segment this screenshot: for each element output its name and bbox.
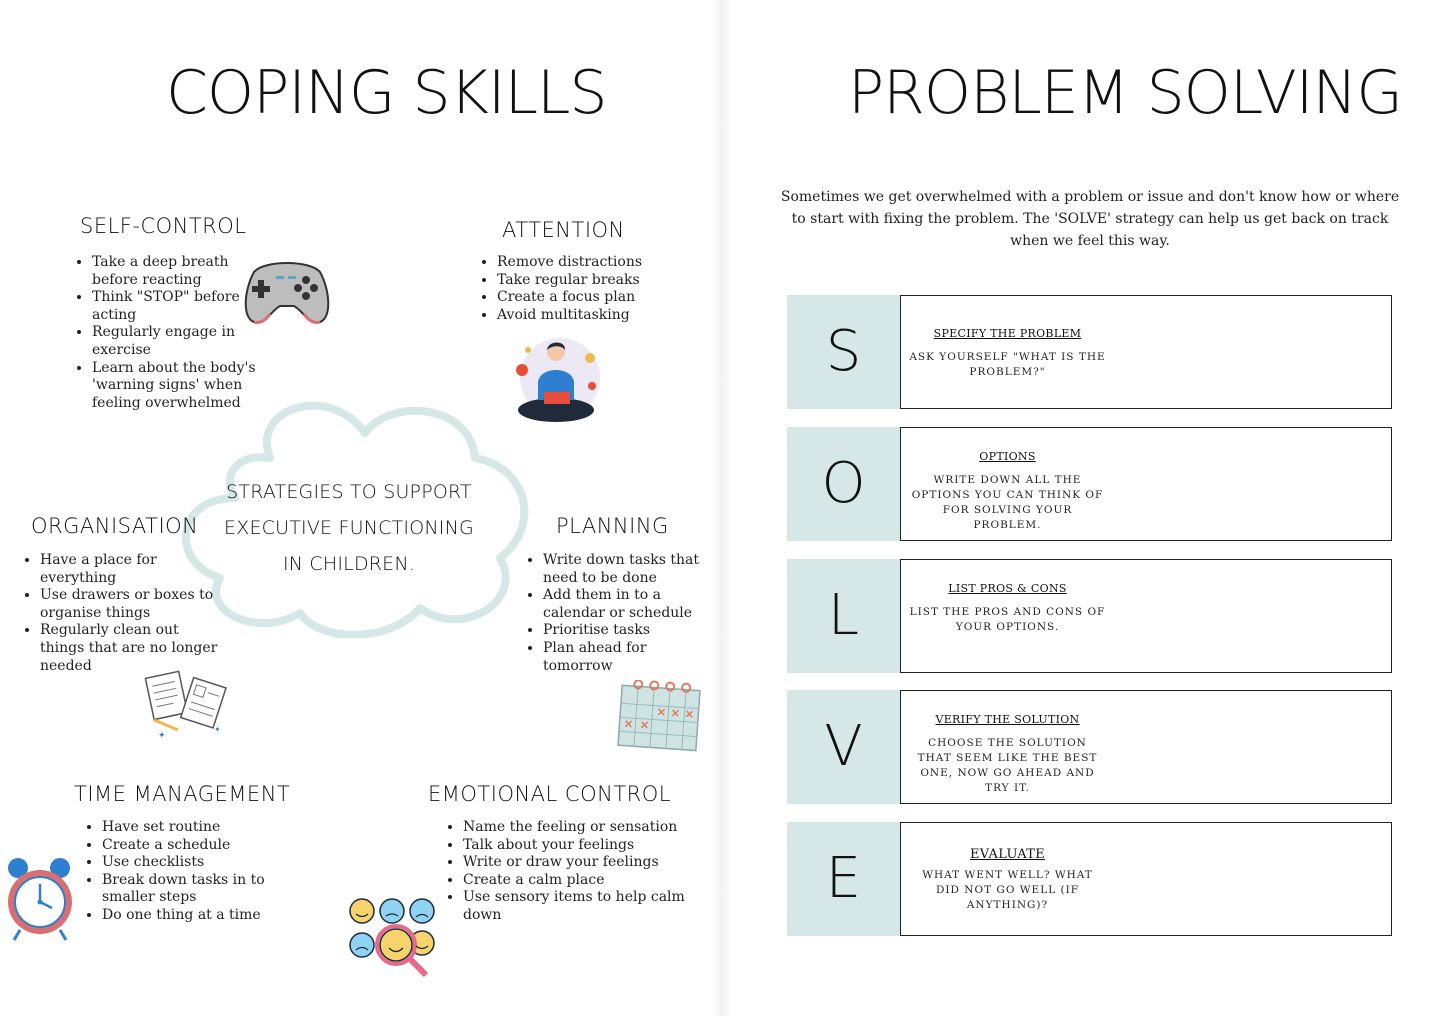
list-item: • Prioritise tasks — [543, 622, 711, 640]
solve-letter: L — [827, 583, 860, 648]
list-item: • Use checklists — [102, 854, 277, 872]
list-item: • Write down tasks that need to be done — [543, 552, 711, 587]
step-text: CHOOSE THE SOLUTION THAT SEEM LIKE THE BEST ONE, NOW GO AHEAD AND TRY IT. — [917, 737, 1098, 794]
list-item: • Do one thing at a time — [102, 907, 277, 925]
step-title: EVALUATE — [969, 847, 1046, 862]
step-description — [900, 559, 1115, 673]
emotional-control-list — [443, 819, 688, 925]
step-description — [900, 295, 1115, 409]
time-management-list — [82, 819, 277, 925]
solve-row-e — [787, 822, 1393, 936]
emotion-faces-icon — [346, 895, 438, 985]
step-description — [900, 822, 1115, 936]
response-box[interactable] — [1113, 559, 1392, 673]
emotional-control-heading: EMOTIONAL CONTROL — [428, 782, 671, 806]
list-item: • Take regular breaks — [497, 272, 697, 290]
list-item: • Add them in to a calendar or schedule — [543, 587, 711, 622]
response-box[interactable] — [1113, 690, 1392, 804]
list-item: • Break down tasks in to smaller steps — [102, 872, 277, 907]
list-item: • Create a schedule — [102, 837, 277, 855]
solve-row-l — [787, 559, 1393, 673]
page-title: COPING SKILLS — [166, 58, 607, 128]
organisation-list — [20, 552, 225, 675]
planning-heading: PLANNING — [556, 514, 669, 538]
calendar-icon — [614, 680, 706, 756]
list-item: • Learn about the body's 'warning signs' when feeling overwhelmed — [92, 360, 262, 413]
page-gutter — [712, 0, 732, 1016]
intro-paragraph: Sometimes we get overwhelmed with a problem or issue and don't know how or where to start with fixing the problem. The 'SOLVE' strategy can help us get back on track when we feel this way. — [780, 189, 1400, 249]
list-item: • Create a focus plan — [497, 289, 697, 307]
list-item: • Have set routine — [102, 819, 277, 837]
step-title: SPECIFY THE PROBLEM — [933, 327, 1082, 340]
attention-list — [477, 254, 697, 324]
list-item: • Use sensory items to help calm down — [463, 889, 688, 924]
solve-letter: V — [824, 714, 863, 779]
cloud-text: STRATEGIES TO SUPPORT EXECUTIVE FUNCTIONING IN CHILDREN. — [224, 481, 474, 575]
documents-icon — [144, 668, 234, 740]
step-title: LIST PROS & CONS — [948, 582, 1067, 595]
step-description — [900, 690, 1115, 804]
list-item: • Use drawers or boxes to organise things — [40, 587, 225, 622]
solve-letter: O — [821, 451, 866, 516]
step-text: WHAT WENT WELL? WHAT DID NOT GO WELL (IF ANYTHING)? — [922, 869, 1093, 911]
step-title: VERIFY THE SOLUTION — [935, 713, 1080, 726]
list-item: • Create a calm place — [463, 872, 688, 890]
planning-list — [523, 552, 711, 675]
step-description — [900, 427, 1115, 541]
solve-row-s — [787, 295, 1393, 409]
solve-letter: E — [825, 846, 862, 911]
coping-skills-page — [0, 0, 722, 1016]
organisation-heading: ORGANISATION — [31, 514, 199, 538]
self-control-heading: SELF-CONTROL — [80, 214, 247, 238]
list-item: • Talk about your feelings — [463, 837, 688, 855]
solve-row-o — [787, 427, 1393, 541]
step-text: WRITE DOWN ALL THE OPTIONS YOU CAN THINK OF FOR SOLVING YOUR PROBLEM. — [911, 474, 1104, 531]
response-box[interactable] — [1113, 822, 1392, 936]
list-item: • Regularly clean out things that are no longer needed — [40, 622, 225, 675]
problem-solving-title: PROBLEM SOLVING — [848, 58, 1402, 128]
game-controller-icon — [242, 252, 332, 328]
list-item: • Take a deep breath before reacting — [92, 254, 262, 289]
list-item: • Regularly engage in exercise — [92, 324, 262, 359]
time-management-heading: TIME MANAGEMENT — [74, 782, 291, 806]
list-item: • Have a place for everything — [40, 552, 225, 587]
step-text: ASK YOURSELF "WHAT IS THE PROBLEM?" — [909, 351, 1106, 378]
solve-row-v — [787, 690, 1393, 804]
list-item: • Write or draw your feelings — [463, 854, 688, 872]
response-box[interactable] — [1113, 427, 1392, 541]
self-control-list — [72, 254, 262, 412]
list-item: • Think "STOP" before acting — [92, 289, 262, 324]
list-item: • Name the feeling or sensation — [463, 819, 688, 837]
step-text: LIST THE PROS AND CONS OF YOUR OPTIONS. — [909, 606, 1106, 633]
svg-text:✦: ✦ — [158, 731, 166, 740]
step-title: OPTIONS — [979, 450, 1036, 463]
svg-text:✦: ✦ — [214, 725, 221, 734]
attention-heading: ATTENTION — [502, 218, 625, 242]
list-item: • Remove distractions — [497, 254, 697, 272]
alarm-clock-icon — [2, 854, 80, 942]
solve-letter: S — [825, 319, 862, 384]
focused-worker-icon — [508, 330, 604, 426]
response-box[interactable] — [1113, 295, 1392, 409]
list-item: • Plan ahead for tomorrow — [543, 640, 711, 675]
list-item: • Avoid multitasking — [497, 307, 697, 325]
